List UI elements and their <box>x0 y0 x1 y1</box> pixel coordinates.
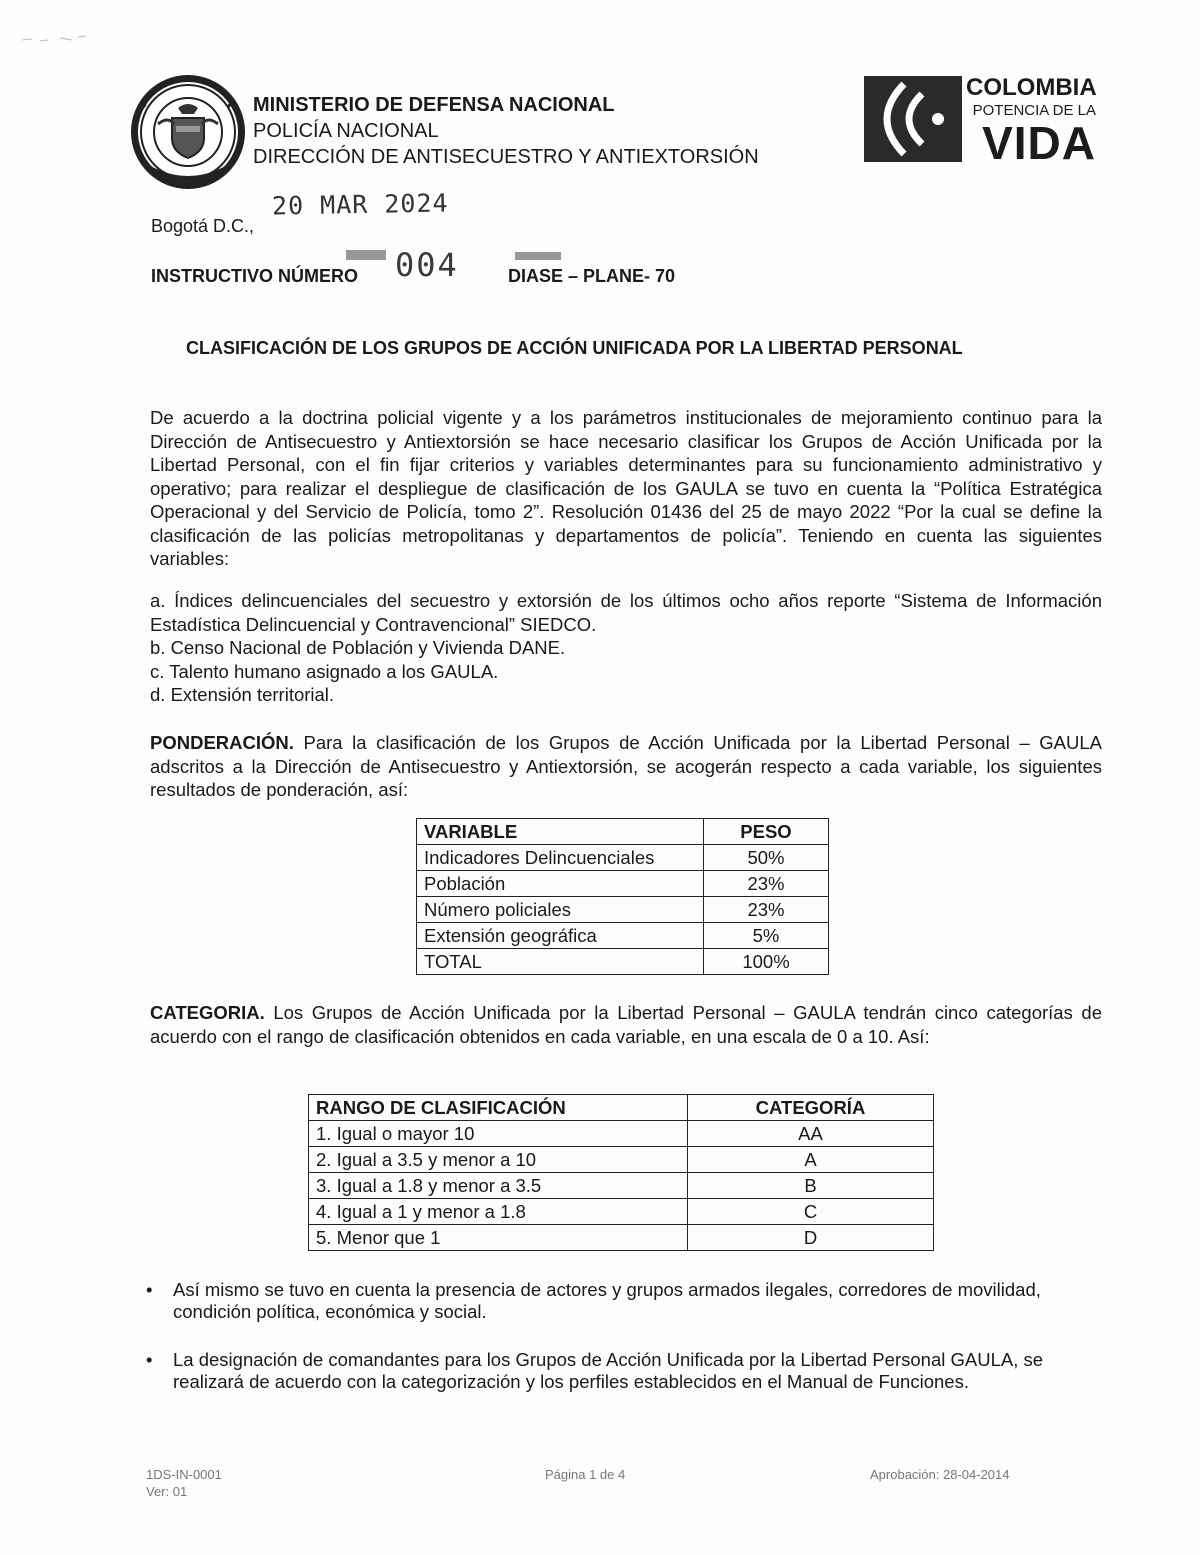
police-name: POLICÍA NACIONAL <box>253 120 439 142</box>
table-row <box>309 1199 934 1225</box>
footer-code <box>146 1466 222 1500</box>
ponderacion-paragraph <box>150 731 1102 802</box>
table-cell: AA <box>688 1121 934 1147</box>
city-label: Bogotá D.C., <box>151 216 255 236</box>
table-row <box>417 923 829 949</box>
stamp-smudge <box>515 252 561 260</box>
ponderacion-lead: PONDERACIÓN. <box>150 732 294 753</box>
table-cell: D <box>688 1225 934 1251</box>
categoria-table <box>308 1094 934 1251</box>
table-cell: 50% <box>704 845 829 871</box>
table-header-row <box>417 819 829 845</box>
bullet-dot-icon: • <box>146 1279 153 1300</box>
approval-date: Aprobación: 28-04-2014 <box>870 1467 1010 1482</box>
table-row <box>309 1147 934 1173</box>
logo-chevron-icon <box>864 76 962 162</box>
table-cell: 3. Igual a 1.8 y menor a 3.5 <box>309 1173 688 1199</box>
bullet-text: Así mismo se tuvo en cuenta la presencia de actores y grupos armados ilegales, corredores de movilidad, condición política, económica y social. <box>173 1279 1041 1322</box>
list-item: d. Extensión territorial. <box>150 684 335 705</box>
page-number: Página 1 de 4 <box>545 1467 626 1482</box>
table-cell: Número policiales <box>417 897 704 923</box>
list-item: a. Índices delincuenciales del secuestro y extorsión de los últimos ocho años reporte “Sistema de Información Estadística Delincuencial y Contravencional” SIEDCO. <box>150 590 1102 635</box>
table-cell: 23% <box>704 871 829 897</box>
colombia-potencia-logo <box>864 74 1097 169</box>
table-cell: 5. Menor que 1 <box>309 1225 688 1251</box>
header-block <box>253 92 759 170</box>
police-seal-icon <box>128 72 248 192</box>
table-row <box>417 949 829 975</box>
table-row <box>309 1225 934 1251</box>
bullet-item <box>146 1279 1066 1323</box>
categoria-text: Los Grupos de Acción Unificada por la Libertad Personal – GAULA tendrán cinco categorías de acuerdo con el rango de clasificación obtenidos en cada variable, en una escala de 0 a 10. Así: <box>150 1002 1102 1047</box>
document-version: Ver: 01 <box>146 1484 188 1499</box>
table-header-row <box>309 1095 934 1121</box>
table-cell: B <box>688 1173 934 1199</box>
column-header: PESO <box>704 819 829 845</box>
instructivo-suffix: DIASE – PLANE- 70 <box>508 266 676 286</box>
ponderacion-text: Para la clasificación de los Grupos de Acción Unificada por la Libertad Personal – GAULA adscritos a la Dirección de Antisecuestro y Antiextorsión, se acogerán respecto a cada variable, los siguientes resultados de ponderación, así: <box>150 732 1102 800</box>
column-header: RANGO DE CLASIFICACIÓN <box>309 1095 688 1121</box>
ministry-name: MINISTERIO DE DEFENSA NACIONAL <box>253 94 615 116</box>
table-cell: A <box>688 1147 934 1173</box>
date-stamp: 20 MAR 2024 <box>271 188 449 221</box>
stamp-smudge <box>346 250 386 260</box>
intro-paragraph: De acuerdo a la doctrina policial vigente y a los parámetros institucionales de mejoramiento continuo para la Dirección de Antisecuestro y Antiextorsión se hace necesario clasificar los Grupos de Acción Unificada por la Libertad Personal, con el fin fijar criterios y variables determinantes para su funcionamiento administrativo y operativo; para realizar el despliegue de clasificación de los GAULA se tuvo en cuenta la “Política Estratégica Operacional y del Servicio de Policía, tomo 2”. Resolución 01436 del 25 de mayo 2022 “Por la cual se define la clasificación de las policías metropolitanas y departamentos de policía”. Teniendo en cuenta las siguientes variables: <box>150 407 1102 569</box>
bullet-dot-icon: • <box>146 1349 153 1370</box>
table-cell: Población <box>417 871 704 897</box>
table-cell: 100% <box>704 949 829 975</box>
table-cell: Extensión geográfica <box>417 923 704 949</box>
column-header: CATEGORÍA <box>688 1095 934 1121</box>
table-cell: 2. Igual a 3.5 y menor a 10 <box>309 1147 688 1173</box>
table-row <box>417 845 829 871</box>
table-cell: 23% <box>704 897 829 923</box>
logo-potencia-text: POTENCIA DE LA <box>972 102 1096 119</box>
categoria-paragraph <box>150 1001 1102 1048</box>
column-header: VARIABLE <box>417 819 704 845</box>
table-row <box>309 1121 934 1147</box>
instructivo-label: INSTRUCTIVO NÚMERO <box>151 266 358 286</box>
table-cell: 4. Igual a 1 y menor a 1.8 <box>309 1199 688 1225</box>
scan-artifact <box>20 34 90 44</box>
table-cell: TOTAL <box>417 949 704 975</box>
logo-vida-text: VIDA <box>982 117 1096 169</box>
instructivo-number: 004 <box>395 246 459 284</box>
document-title: CLASIFICACIÓN DE LOS GRUPOS DE ACCIÓN UNIFICADA POR LA LIBERTAD PERSONAL <box>186 338 963 358</box>
list-item: c. Talento humano asignado a los GAULA. <box>150 660 499 682</box>
table-row <box>417 897 829 923</box>
table-cell: Indicadores Delincuenciales <box>417 845 704 871</box>
bullet-text: La designación de comandantes para los Grupos de Acción Unificada por la Libertad Personal GAULA, se realizará de acuerdo con la categorización y los perfiles establecidos en el Manual de Funciones. <box>173 1349 1044 1392</box>
list-item: b. Censo Nacional de Población y Vivienda DANE. <box>150 637 566 658</box>
bullet-item <box>146 1349 1066 1393</box>
categoria-lead: CATEGORIA. <box>150 1002 265 1023</box>
direction-name: DIRECCIÓN DE ANTISECUESTRO Y ANTIEXTORSIÓN <box>253 146 759 168</box>
table-cell: 5% <box>704 923 829 949</box>
table-cell: C <box>688 1199 934 1225</box>
table-cell: 1. Igual o mayor 10 <box>309 1121 688 1147</box>
table-row <box>309 1173 934 1199</box>
document-code: 1DS-IN-0001 <box>146 1467 222 1482</box>
logo-colombia-text: COLOMBIA <box>966 74 1097 101</box>
table-row <box>417 871 829 897</box>
ponderacion-table <box>416 818 829 975</box>
variables-list <box>150 589 1102 707</box>
